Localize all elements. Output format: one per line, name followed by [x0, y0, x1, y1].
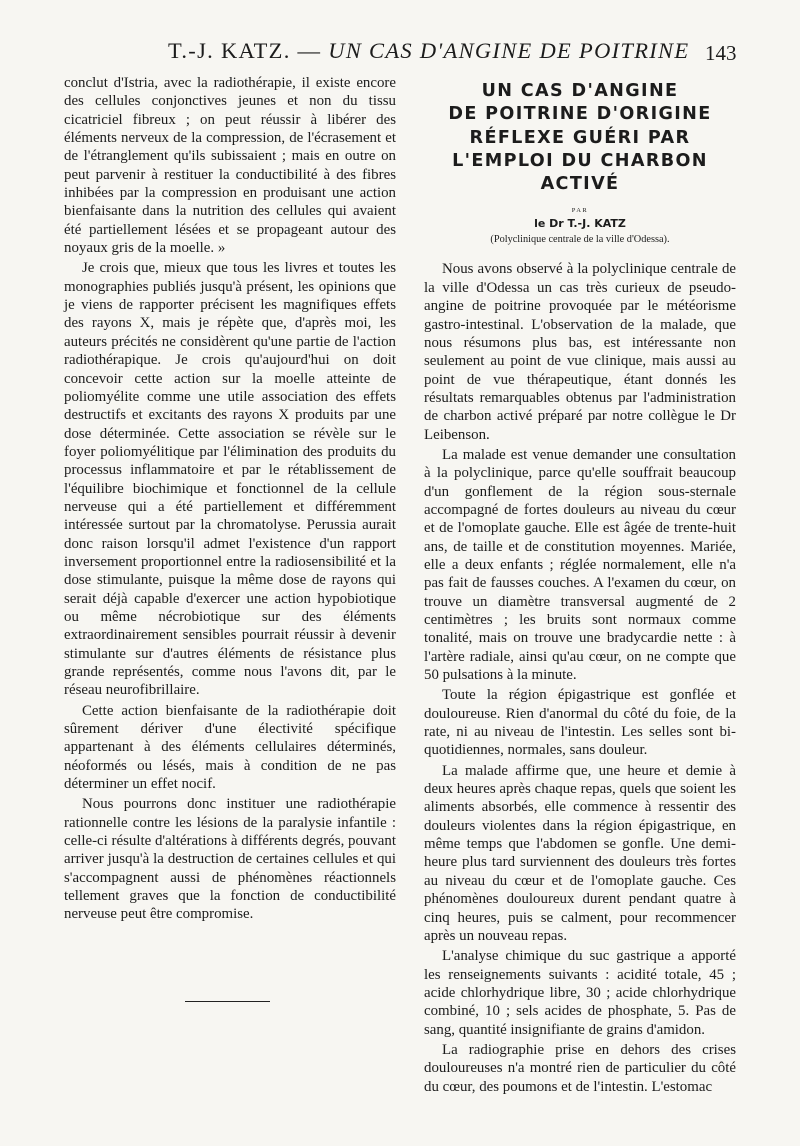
running-head-author: T.-J. KATZ. — — [168, 38, 329, 63]
running-header — [0, 38, 800, 74]
byline-par: PAR — [571, 207, 589, 215]
article-title-line: L'EMPLOI DU CHARBON — [452, 150, 708, 171]
page-number: 143 — [705, 41, 737, 65]
right-column — [424, 74, 736, 1096]
body-paragraph: Nous avons observé à la polyclinique centrale de la ville d'Odessa un cas très curieux de pseudo-angine de poitrine provoquée par le météorisme gastro-intestinal. L'observation de la malade, que nous résumons plus bas, est intéressante non seulement au point de vue clinique, mais aussi au point de vue thérapeutique, étant donnés les résultats remarquables obtenus par l'administration de charbon activé préparé par notre collègue le Dr Leibenson. — [424, 261, 736, 443]
left-column — [64, 74, 396, 924]
body-paragraph: Cette action bienfaisante de la radiothérapie doit sûrement dériver d'une électivité spécifique appartenant à des éléments cellulaires déterminés, néoformés ou lésés, mais à condition de ne pas déterminer un effet nocif. — [64, 702, 396, 793]
article-title-line: UN CAS D'ANGINE — [481, 81, 679, 101]
body-paragraph: La radiographie prise en dehors des crises douloureuses n'a montré rien de particulier du côté du cœur, des poumons et de l'intestin. L'estomac — [424, 1041, 736, 1095]
byline-affiliation: (Polyclinique centrale de la ville d'Odessa). — [490, 234, 670, 246]
article-title-line: ACTIVÉ — [540, 174, 620, 195]
byline-author: le Dr T.-J. KATZ — [534, 217, 626, 231]
article-title — [424, 80, 736, 196]
body-paragraph: Je crois que, mieux que tous les livres et toutes les monographies publiés jusqu'à présent, les opinions que je viens de rapporter précisent les magnifiques effets des rayons X, mais je répète que, d'après moi, les auteurs précités ne considèrent qu'une partie de l'action radiothérapique. Je crois qu'aujourd'hui on doit concevoir cette action sur la moelle atteinte de poliomyélite comme une utile association des effets destructifs et excitants des rayons X produits par une dose déterminée. Cette association se révèle sur le foyer poliomyélitique par l'élimination des produits du processus inflammatoire et par le rétablissement de l'équilibre biochimique et fonctionnel de la cellule nerveuse qui a été partiellement et différemment intéressée surtout par la chromatolyse. Perussia aurait donc raison lorsqu'il admet l'existence d'un rapport inversement proportionnel entre la radiosensibilité et la dose stimulante, puisque la même dose de rayons qui serait déjà capable d'exercer une action hypobiotique ou même nécrobiotique sur des éléments extraordinairement sensibles pourrait réussir à devenir stimulante sur d'autres éléments de résistance plus grande représentés, comme nous l'avons dit, par le réseau neurofibrillaire. — [64, 260, 396, 699]
body-paragraph: La malade est venue demander une consultation à la polyclinique, parce qu'elle souffrait beaucoup d'un gonflement de la région sous-sternale accompagné de fortes douleurs au niveau du cœur et de l'omoplate gauche. Elle est âgée de trente-huit ans, de taille et de constitution moyennes. Mariée, elle a deux enfants ; réglée normalement, elle n'a pas fait de fausses couches. A l'examen du cœur, on trouve un diamètre transversal augmenté de 2 centimètres ; les bruits sont normaux comme tonalité, mais on trouve une bradycardie nette : à l'artère radiale, ainsi qu'au cœur, on ne compte que 50 pulsations à la minute. — [424, 446, 736, 684]
article-title-line: DE POITRINE D'ORIGINE — [448, 104, 712, 125]
running-head — [168, 38, 689, 64]
body-paragraph: conclut d'Istria, avec la radiothérapie, il existe encore des cellules conjonctives jeunes et non du tissu cicatriciel fibreux ; on peut réussir à libérer des éléments nerveux de la compression, de l'écrasement et de l'étranglement qu'ils subissaient ; mais en outre on peut parvenir à restituer la conductibilité à des fibres inhibées par la compression en produisant une action bienfaisante dans la nutrition des cellules qui avaient été partiellement lésées et se propageant autour des noyaux gris de la moelle. » — [64, 75, 396, 257]
running-head-title: UN CAS D'ANGINE DE POITRINE — [328, 38, 690, 63]
end-of-article-rule — [185, 1001, 270, 1002]
body-paragraph: Toute la région épigastrique est gonflée et douloureuse. Rien d'anormal du côté du foie, de la rate, ni au niveau de l'intestin. Les selles sont bi-quotidiennes, normales, sans douleur. — [424, 687, 736, 759]
body-paragraph: Nous pourrons donc instituer une radiothérapie rationnelle contre les lésions de la paralysie infantile : celle-ci résulte d'altérations à différents degrés, pouvant arriver jusqu'à la destruction de certaines cellules et qui s'accompagnent aussi de phénomènes réactionnels tellement graves que la fonction de conductibilité nerveuse peut être compromise. — [64, 796, 396, 923]
article-title-line: RÉFLEXE GUÉRI PAR — [469, 127, 691, 148]
body-paragraph: La malade affirme que, une heure et demie à deux heures après chaque repas, quels que soient les aliments absorbés, elle commence à ressentir des douleurs violentes dans la région épigastrique, en même temps que l'abdomen se gonfle. Une demi-heure plus tard surviennent des douleurs très fortes au niveau du cœur et de l'omoplate gauche. Ces phénomènes douloureux durent pendant quatre à cinq heures, puis se calment, pour recommencer après un nouveau repas. — [424, 762, 736, 944]
body-paragraph: L'analyse chimique du suc gastrique a apporté les renseignements suivants : acidité totale, 45 ; acide chlorhydrique libre, 30 ; acide chlorhydrique combiné, 10 ; sels acides de phosphate, 5. Pas de sang, quantité insignifiante de grains d'amidon. — [424, 948, 736, 1038]
